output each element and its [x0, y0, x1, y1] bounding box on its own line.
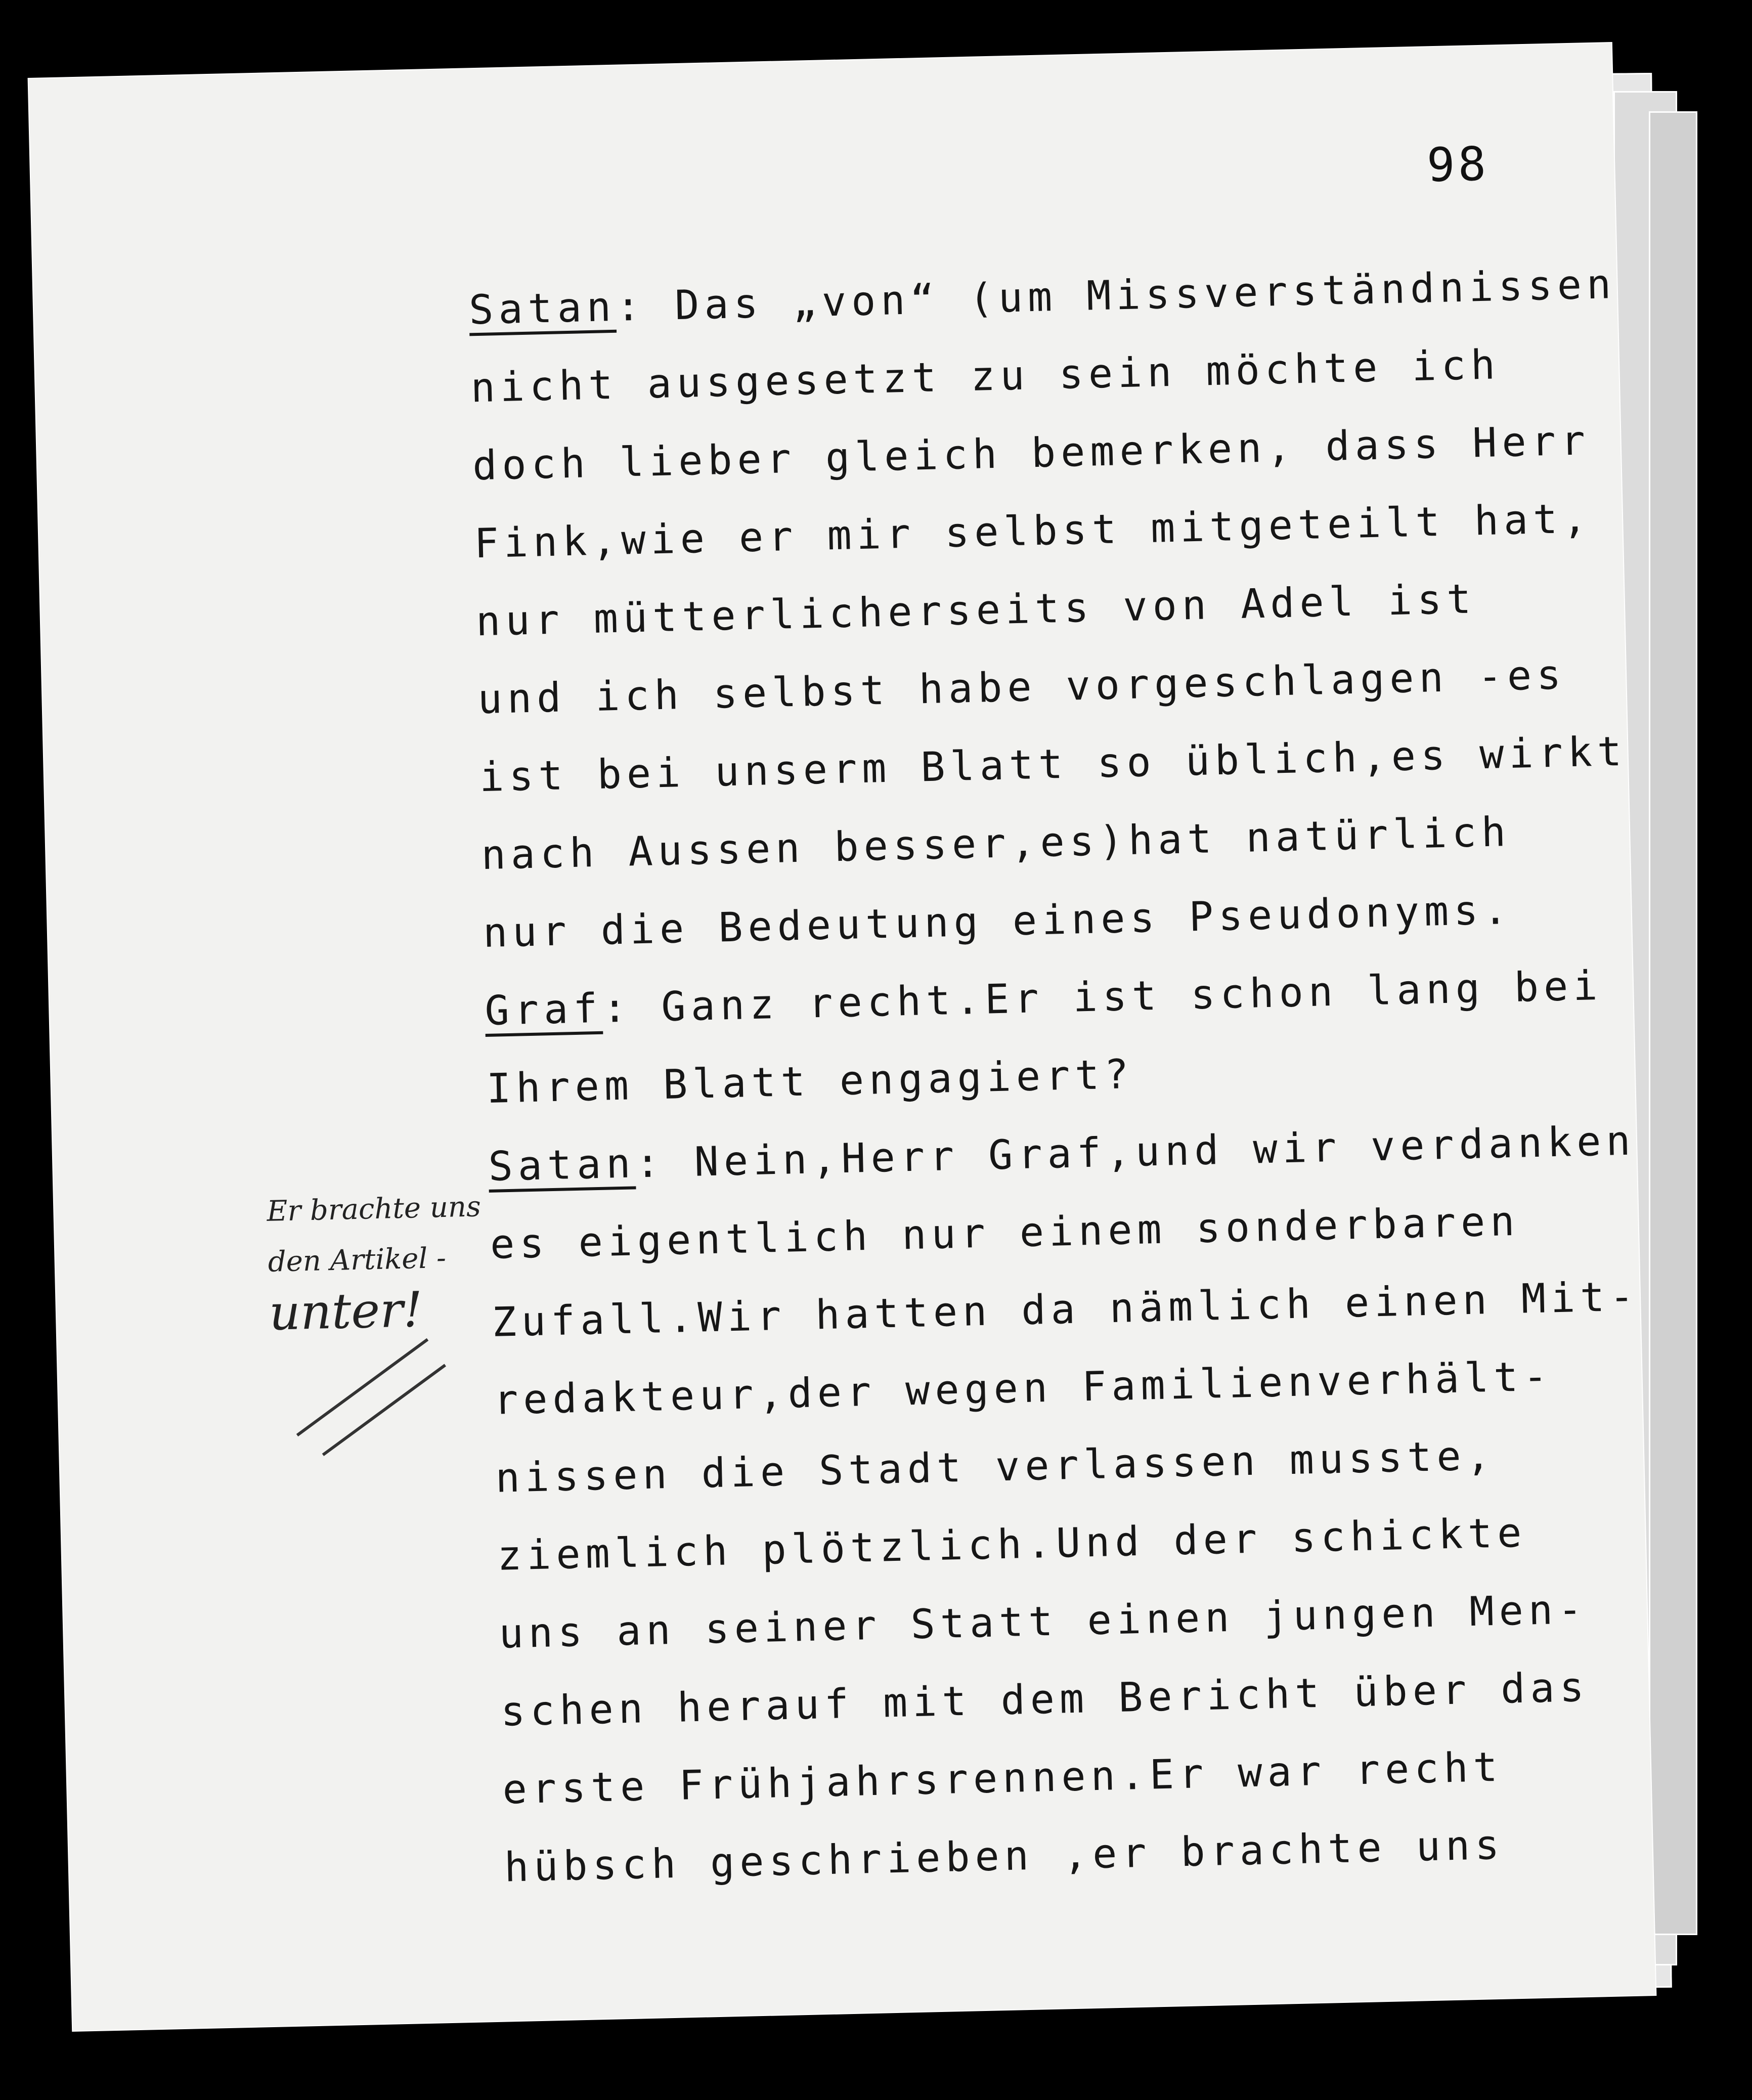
- margin-note-line: unter!: [268, 1281, 423, 1341]
- handwritten-margin-note: [266, 1180, 533, 1341]
- line-text: ist bei unserm Blatt so üblich,es wirkt: [479, 727, 1628, 801]
- line-text: doch lieber gleich bemerken, dass Herr: [472, 417, 1591, 490]
- handwritten-stroke: [322, 1364, 446, 1456]
- line-text: und ich selbst habe vorgeschlagen -es: [477, 651, 1567, 723]
- speaker-name: Satan: [488, 1140, 636, 1190]
- line-text: : Ganz recht.Er ist schon lang bei: [602, 961, 1603, 1032]
- line-text: Fink,wie er mir selbst mitgeteilt hat,: [473, 495, 1593, 567]
- line-text: redakteur,der wegen Familienverhält-: [493, 1352, 1553, 1424]
- page-number: 98: [1426, 137, 1490, 193]
- line-text: uns an seiner Statt einen jungen Men-: [498, 1585, 1588, 1657]
- line-text: ziemlich plötzlich.Und der schickte: [497, 1509, 1527, 1580]
- speaker-name: Graf: [484, 984, 603, 1034]
- line-text: schen herauf mit dem Bericht über das: [500, 1663, 1590, 1735]
- line-text: : Nein,Herr Graf,und wir verdanken: [635, 1117, 1636, 1187]
- margin-note-line: Er brachte uns: [266, 1190, 481, 1228]
- line-text: nissen die Stadt verlassen musste,: [495, 1431, 1496, 1502]
- line-text: es eigentlich nur einem sonderbaren: [490, 1197, 1520, 1268]
- typed-text-block: [468, 246, 1640, 1906]
- line-text: nicht ausgesetzt zu sein möchte ich: [470, 341, 1501, 412]
- manuscript-page: [29, 43, 1656, 2031]
- line-text: : Das „von“ (um Missverständnissen: [615, 260, 1617, 330]
- line-text: erste Frühjahrsrennen.Er war recht: [502, 1743, 1503, 1813]
- line-text: hübsch geschrieben ,er brachte uns: [504, 1821, 1505, 1891]
- line-text: nur mütterlicherseits von Adel ist: [475, 575, 1477, 645]
- handwritten-stroke: [296, 1338, 428, 1436]
- line-text: Ihrem Blatt engagiert?: [486, 1050, 1134, 1112]
- underlying-page-edge: [1649, 111, 1697, 1935]
- speaker-name: Satan: [468, 283, 617, 334]
- margin-note-line: den Artikel -: [268, 1241, 447, 1279]
- line-text: Zufall.Wir hatten da nämlich einen Mit-: [491, 1273, 1640, 1346]
- line-text: nach Aussen besser,es)hat natürlich: [480, 808, 1511, 879]
- line-text: nur die Bedeutung eines Pseudonyms.: [483, 886, 1513, 957]
